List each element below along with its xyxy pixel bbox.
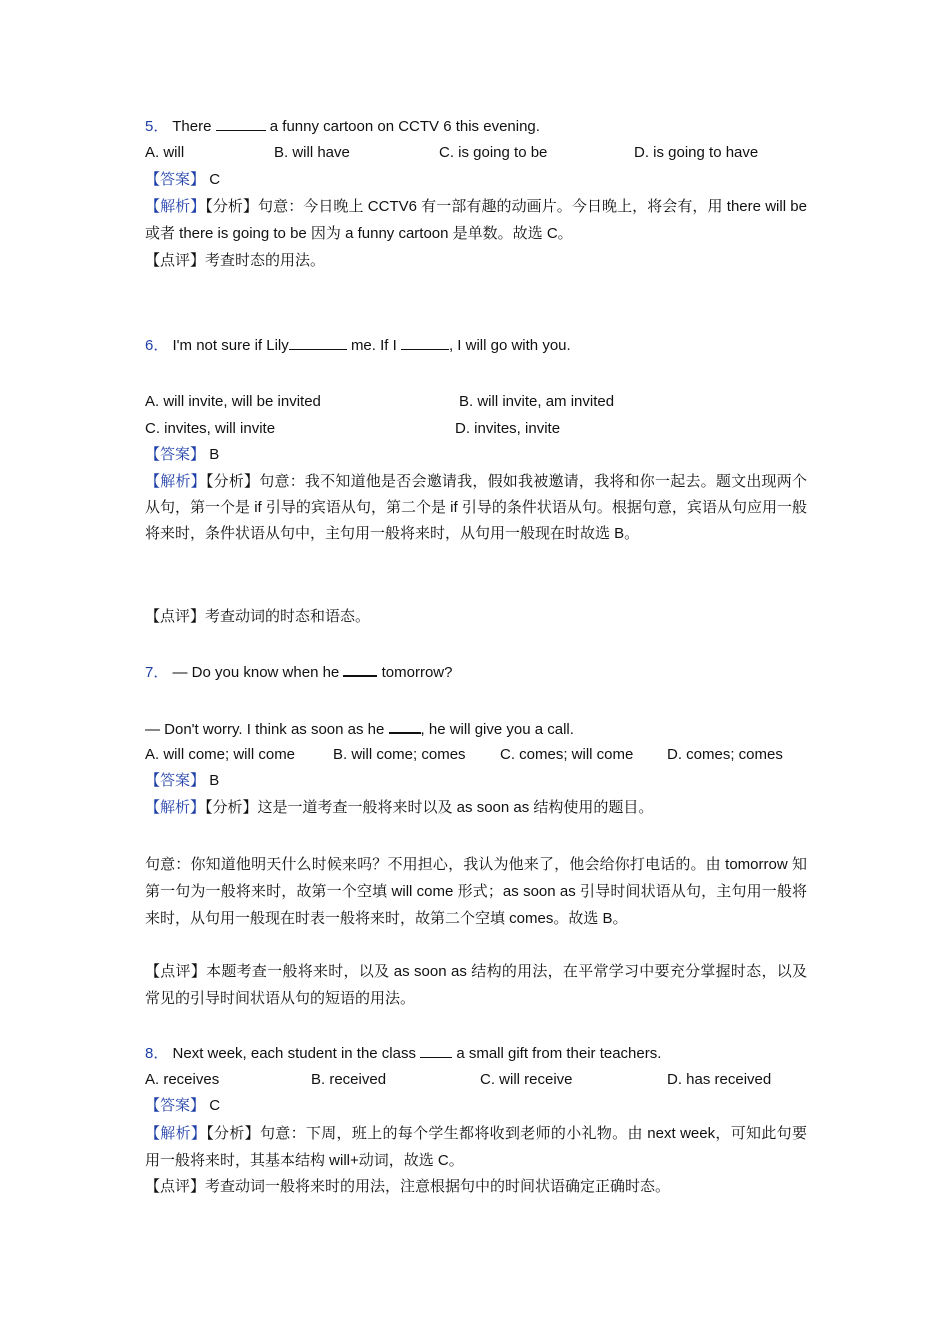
question-7-stem: 7． — Do you know when he tomorrow? (145, 661, 452, 683)
option-d: D. invites, invite (455, 420, 561, 437)
comment: 【点评】考查时态的用法。 (145, 252, 326, 269)
option-a: A. will (145, 144, 185, 161)
answer-line (145, 170, 220, 190)
comment: 【点评】考查动词一般将来时的用法，注意根据句中的时间状语确定正确时态。 (145, 1178, 671, 1195)
question-number: 8． (145, 1045, 169, 1062)
question-number: 6． (145, 337, 169, 354)
option-a: A. receives (145, 1071, 220, 1088)
analysis-tag: 【解析】 (145, 1125, 207, 1142)
answer-tag: 【答案】 (145, 446, 206, 463)
option-b: B. will come; comes (333, 746, 466, 763)
question-6-stem: 6． I'm not sure if Lily me. If I , I will go with you. (145, 337, 571, 354)
analysis-detail: 句意：你知道他明天什么时候来吗？不用担心，我认为他来了，他会给你打电话的。由 tomorrow 知第一句为一般将来时，故第一个空填 will come 形式；as soon as 引导时间状语从句，主句用一般将来时，从句用一般现在时表一般将来时，故第二个空填 comes。故选 B。 (145, 856, 807, 927)
comment: 【点评】本题考查一般将来时，以及 as soon as 结构的用法，在平常学习中要充分掌握时态，以及常见的引导时间状语从句的短语的用法。 (145, 963, 807, 1007)
comment: 【点评】考查动词的时态和语态。 (145, 608, 371, 625)
answer-blank (343, 661, 377, 677)
question-7-response: — Don't worry. I think as soon as he , he will give you a call. (145, 718, 574, 740)
answer-blank (389, 718, 421, 734)
answer-blank (420, 1043, 452, 1058)
option-c: C. comes; will come (500, 746, 634, 763)
option-c: C. invites, will invite (145, 420, 276, 437)
option-c: C. will receive (480, 1071, 573, 1088)
answer-value: C (209, 171, 221, 188)
answer-blank (216, 116, 266, 131)
option-b: B. will invite, am invited (459, 393, 615, 410)
answer-line (145, 445, 219, 465)
option-d: D. comes; comes (667, 746, 783, 763)
question-number: 5． (145, 118, 169, 135)
option-b: B. will have (274, 144, 350, 161)
analysis: 【解析】【分析】句意：我不知道他是否会邀请我，假如我被邀请，我将和你一起去。题文出现两个从句，第一个是 if 引导的宾语从句，第二个是 if 引导的条件状语从句。根据句意，宾语从句应用一般将来时，条件状语从句中，主句用一般将来时，从句用一般现在时故选 B。 (145, 473, 807, 542)
answer-tag: 【答案】 (145, 772, 206, 789)
option-b: B. received (311, 1071, 387, 1088)
option-a: A. will invite, will be invited (145, 393, 321, 410)
option-a: A. will come; will come (145, 746, 296, 763)
answer-tag: 【答案】 (145, 1097, 206, 1114)
question-number: 7． (145, 664, 169, 681)
option-d: D. is going to have (634, 144, 759, 161)
analysis-tag: 【解析】 (145, 799, 206, 816)
answer-blank (401, 335, 449, 350)
answer-line (145, 771, 219, 791)
answer-tag: 【答案】 (145, 171, 206, 188)
answer-blank (289, 335, 347, 350)
question-8-stem: 8． Next week, each student in the class a small gift from their teachers. (145, 1045, 662, 1062)
analysis: 【解析】【分析】句意：今日晚上 CCTV6 有一部有趣的动画片。今日晚上，将会有，用 there will be 或者 there is going to be 因为 a funny cartoon 是单数。故选 C。 (145, 198, 807, 242)
analysis: 【解析】【分析】句意：下周，班上的每个学生都将收到老师的小礼物。由 next week，可知此句要用一般将来时，其基本结构 will+动词，故选 C。 (145, 1125, 807, 1169)
answer-line (145, 1096, 220, 1116)
analysis: 【解析】【分析】这是一道考查一般将来时以及 as soon as 结构使用的题目。 (145, 799, 654, 816)
answer-value: B (209, 772, 220, 789)
analysis-tag: 【解析】 (145, 473, 206, 490)
answer-value: C (209, 1097, 221, 1114)
answer-value: B (209, 446, 220, 463)
option-d: D. has received (667, 1071, 772, 1088)
option-c: C. is going to be (439, 144, 548, 161)
analysis-tag: 【解析】 (145, 198, 206, 215)
question-5-stem: 5． There a funny cartoon on CCTV 6 this evening. (145, 118, 540, 135)
